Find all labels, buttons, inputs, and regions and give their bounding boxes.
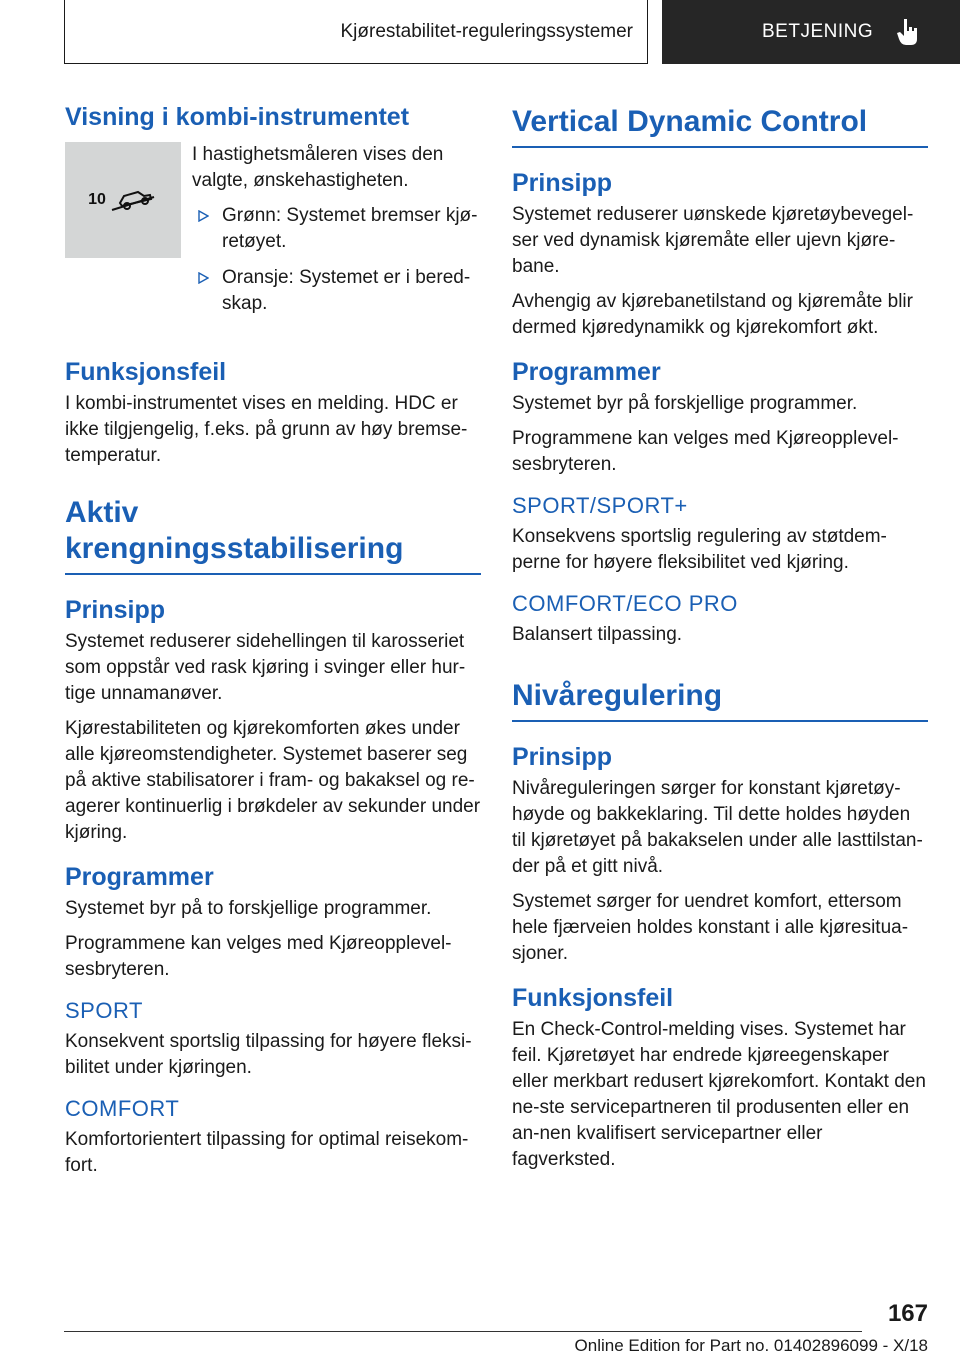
chapter-heading-line1: Aktiv (65, 496, 139, 529)
header-section-title: Kjørestabilitet-reguleringssystemer (340, 20, 633, 42)
left-column (65, 96, 481, 1188)
subheading-principle: Prinsipp (65, 596, 166, 624)
subheading-programs: Programmer (512, 358, 661, 386)
heading-level-control (512, 678, 928, 722)
programs-paragraph: Systemet byr på to forskjellige programmer. (65, 898, 432, 919)
programs-paragraph: Programmene kan velges med Kjøreopplevel-sesbryteren. (512, 428, 899, 475)
display-description (192, 142, 481, 327)
hill-descent-car-icon (108, 185, 158, 215)
programs-paragraph: Programmene kan velges med Kjøreopplevel-sesbryteren. (65, 933, 452, 980)
instrument-display-image (65, 142, 181, 258)
subheading-principle: Prinsipp (512, 169, 613, 197)
principle-paragraph: Kjørestabiliteten og kjørekomforten økes under alle kjøreomstendigheter. Systemet baserer seg på aktive stabilisatorer i fram- og bakaksel og re-agerer kontinuerlig i brøkdeler av sekunder under kjøring. (65, 718, 481, 843)
program-sport-text: Konsekvens sportslig regulering av støtdem-perne for høyere fleksibilitet ved kjøring. (512, 526, 887, 573)
chapter-heading-vdc: Vertical Dynamic Control (512, 105, 868, 138)
fault-text: I kombi-instrumentet vises en melding. HDC er ikke tilgjengelig, f.eks. på grunn av høy bremse-temperatur. (65, 393, 468, 466)
program-comfort-title: COMFORT (65, 1096, 180, 1121)
chapter-label: BETJENING (762, 21, 874, 42)
fault-text: En Check-Control-melding vises. Systemet har feil. Kjøretøyet har endrede kjøreegenskaper eller merkbart redusert kjørekomfort. Kontakt den ne-ste servicepartneren til produsenten eller en an-nen kvalifisert servicepartner eller fagverksted. (512, 1019, 926, 1170)
display-intro: I hastighetsmåleren vises den valgte, ønskehastigheten. (192, 144, 444, 191)
program-sport-text: Konsekvent sportslig tilpassing for høyere fleksi-bilitet under kjøringen. (65, 1031, 472, 1078)
triangle-bullet-icon (198, 272, 209, 284)
principle-paragraph: Systemet reduserer uønskede kjøretøybevegel-ser ved dynamisk kjøremåte eller ujevn kjøre-bane. (512, 204, 914, 277)
pointing-hand-icon (895, 17, 921, 47)
programs-paragraph: Systemet byr på forskjellige programmer. (512, 393, 858, 414)
chapter-tab (662, 0, 960, 64)
program-comfort-text: Balansert tilpassing. (512, 624, 683, 645)
list-item: Grønn: Systemet bremser kjø-retøyet. (192, 203, 481, 255)
list-item: Oransje: Systemet er i bered-skap. (192, 265, 481, 317)
right-column (512, 96, 928, 1182)
subheading-programs: Programmer (65, 863, 214, 891)
principle-paragraph: Systemet sørger for uendret komfort, ettersom hele fjærveien holdes konstant i alle kjøresitua-sjoner. (512, 891, 909, 964)
subheading-fault: Funksjonsfeil (512, 984, 674, 1012)
chapter-heading-level: Nivåregulering (512, 679, 723, 712)
principle-paragraph: Systemet reduserer sidehellingen til karosseriet som oppstår ved rask kjøring i svinger eller hur-tige unnamanøver. (65, 631, 466, 704)
triangle-bullet-icon (198, 210, 209, 222)
program-sport-title: SPORT/SPORT+ (512, 493, 688, 518)
page-number: 167 (887, 1300, 928, 1327)
running-header-section (64, 0, 648, 64)
principle-paragraph: Nivåreguleringen sørger for konstant kjøretøy-høyde og bakkeklaring. Til dette holdes høyden til kjøretøyet på bakakselen under alle lasttilstan-der på et gitt nivå. (512, 778, 923, 877)
program-comfort-text: Komfortorientert tilpassing for optimal reisekom-fort. (65, 1129, 469, 1176)
subheading-principle: Prinsipp (512, 743, 613, 771)
chapter-heading-line2: krengningsstabilisering (65, 532, 404, 565)
footer-edition: Online Edition for Part no. 01402896099 - X/18 (574, 1336, 928, 1355)
section-title-fault: Funksjonsfeil (65, 358, 227, 386)
display-section (65, 142, 481, 327)
indicator-number: 10 (88, 191, 106, 208)
program-comfort-title: COMFORT/ECO PRO (512, 591, 738, 616)
section-title-display: Visning i kombi-instrumentet (65, 103, 410, 131)
color-bullet-list (192, 203, 481, 317)
program-sport-title: SPORT (65, 998, 143, 1023)
heading-vdc (512, 104, 928, 148)
footer-divider (64, 1331, 862, 1332)
principle-paragraph: Avhengig av kjørebanetilstand og kjøremåte blir dermed kjøredynamikk og kjørekomfort økt. (512, 291, 913, 338)
heading-active-roll (65, 495, 481, 575)
